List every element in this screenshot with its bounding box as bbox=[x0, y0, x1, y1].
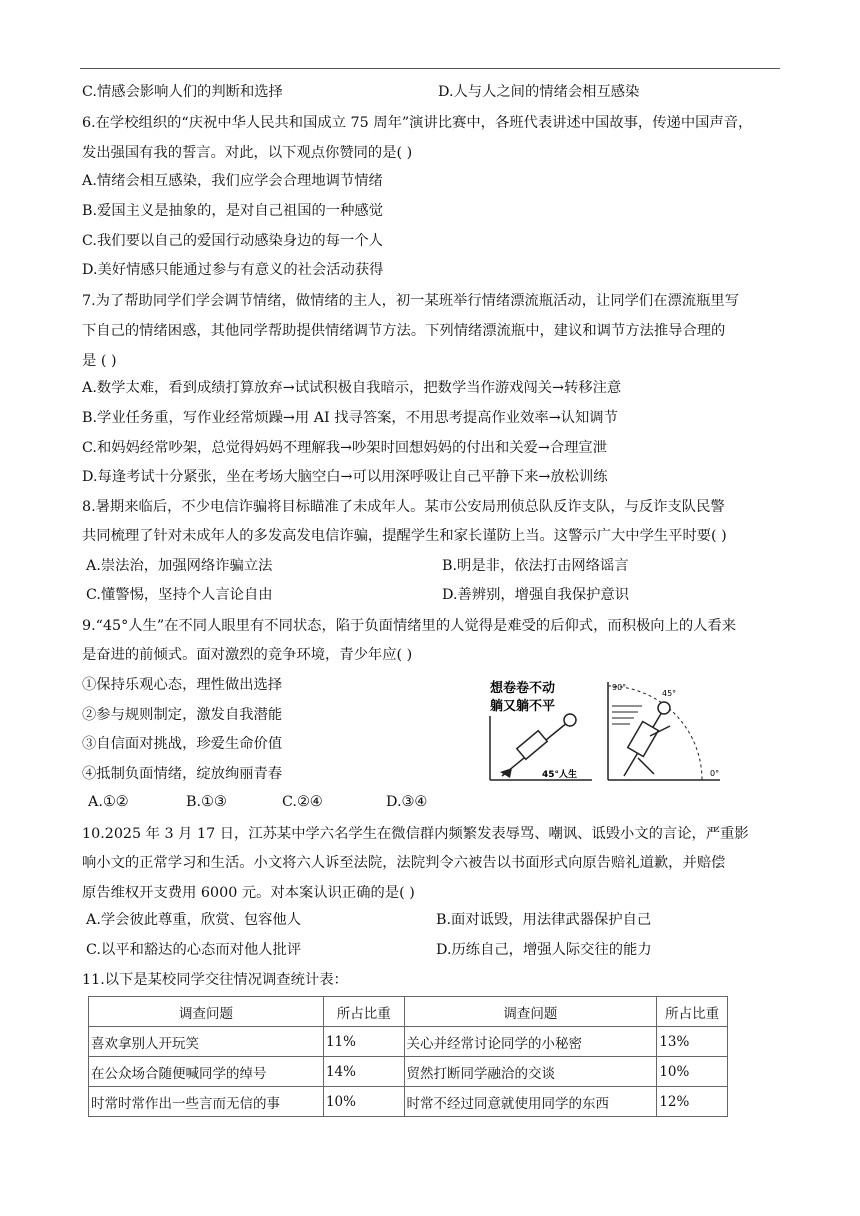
q9-option-d: D.③④ bbox=[386, 794, 428, 810]
q9-item-1: ①保持乐观心态，理性做出选择 bbox=[82, 677, 283, 693]
q7-option-d: D.每逢考试十分紧张，坐在考场大脑空白→可以用深呼吸让自己平静下来→放松训练 bbox=[82, 469, 608, 485]
table-cell: 11% bbox=[323, 1027, 404, 1057]
q10-stem-3: 原告维权开支费用 6000 元。对本案认识正确的是( ) bbox=[82, 885, 415, 901]
q9-item-3: ③自信面对挑战，珍爱生命价值 bbox=[82, 736, 283, 752]
table-row bbox=[89, 1057, 728, 1087]
table-cell: 时常时常作出一些言而无信的事 bbox=[89, 1087, 324, 1117]
table-cell: 13% bbox=[657, 1027, 728, 1057]
q7-stem-1: 7.为了帮助同学们学会调节情绪，做情绪的主人，初一某班举行情绪漂流瓶活动，让同学们在漂流瓶里写 bbox=[82, 293, 739, 309]
q8-option-c: C.懂警惕，坚持个人言论自由 bbox=[86, 587, 273, 603]
q9-stem-2: 是奋进的前倾式。面对激烈的竞争环境，青少年应( ) bbox=[82, 647, 413, 663]
q10-option-d: D.历练自己，增强人际交往的能力 bbox=[436, 942, 652, 958]
q8-stem-2: 共同梳理了针对未成年人的多发高发电信诈骗，提醒学生和家长谨防上当。这警示广大中学生平时要( ) bbox=[82, 528, 727, 544]
q9-item-4: ④抵制负面情绪，绽放绚丽青春 bbox=[82, 766, 283, 782]
table-header: 调查问题 bbox=[89, 997, 324, 1027]
angle-45-label: 45° bbox=[662, 689, 677, 698]
angle-90-label: 90° bbox=[612, 683, 627, 692]
table-header: 所占比重 bbox=[323, 997, 404, 1027]
angle-0-label: 0° bbox=[710, 769, 720, 778]
q8-option-a: A.崇法治，加强网络诈骗立法 bbox=[86, 558, 273, 574]
q6-stem-1: 6.在学校组织的“庆祝中华人民共和国成立 75 周年”演讲比赛中，各班代表讲述中国故事，传递中国声音， bbox=[82, 115, 753, 131]
table-cell: 喜欢拿别人开玩笑 bbox=[89, 1027, 324, 1057]
caption-line-2: 躺又躺不平 bbox=[490, 699, 556, 714]
table-cell: 10% bbox=[323, 1087, 404, 1117]
q8-stem-1: 8.暑期来临后，不少电信诈骗将目标瞄准了未成年人。某市公安局刑侦总队反诈支队，与反诈支队民警 bbox=[82, 499, 725, 515]
table-cell: 时常不经过同意就使用同学的东西 bbox=[404, 1087, 657, 1117]
caption-line-1: 想卷卷不动 bbox=[490, 681, 556, 696]
leaning-back-figure-icon bbox=[500, 714, 576, 778]
q7-option-a: A.数学太难，看到成绩打算放弃→试试积极自我暗示，把数学当作游戏闯关→转移注意 bbox=[82, 380, 622, 396]
speed-lines bbox=[612, 706, 642, 724]
q10-option-c: C.以平和豁达的心态而对他人批评 bbox=[86, 942, 302, 958]
q8-option-d: D.善辨别，增强自我保护意识 bbox=[442, 587, 630, 603]
q7-stem-2: 下自己的情绪困惑，其他同学帮助提供情绪调节方法。下列情绪漂流瓶中，建议和调节方法推导合理的 bbox=[82, 323, 726, 339]
leaning-forward-figure-icon bbox=[624, 702, 670, 776]
table-cell: 关心并经常讨论同学的小秘密 bbox=[404, 1027, 657, 1057]
table-cell: 在公众场合随便喊同学的绰号 bbox=[89, 1057, 324, 1087]
q9-option-b: B.①③ bbox=[186, 794, 227, 810]
q5-option-c: C.情感会影响人们的判断和选择 bbox=[82, 84, 283, 100]
table-cell: 10% bbox=[657, 1057, 728, 1087]
q9-item-2: ②参与规则制定，激发自我潜能 bbox=[82, 707, 283, 723]
q6-option-b: B.爱国主义是抽象的，是对自己祖国的一种感觉 bbox=[82, 203, 383, 219]
q10-stem-2: 响小文的正常学习和生活。小文将六人诉至法院，法院判令六被告以书面形式向原告赔礼道歉，并赔偿 bbox=[82, 855, 726, 871]
q11-stem: 11.以下是某校同学交往情况调查统计表： bbox=[82, 972, 348, 988]
table-cell: 14% bbox=[323, 1057, 404, 1087]
angle-label-left: 45°人生 bbox=[542, 770, 578, 780]
q9-stem-1: 9.“45°人生”在不同人眼里有不同状态，陷于负面情绪里的人觉得是难受的后仰式，而积极向上的人看来 bbox=[82, 618, 737, 634]
45-degree-life-illustration bbox=[484, 676, 730, 786]
table-cell: 12% bbox=[657, 1087, 728, 1117]
header-rule bbox=[80, 68, 780, 69]
q9-option-a: A.①② bbox=[88, 794, 129, 810]
q8-option-b: B.明是非，依法打击网络谣言 bbox=[442, 558, 629, 574]
survey-table bbox=[88, 996, 728, 1117]
q10-option-b: B.面对诋毁，用法律武器保护自己 bbox=[436, 912, 652, 928]
table-header: 所占比重 bbox=[657, 997, 728, 1027]
q10-stem-1: 10.2025 年 3 月 17 日，江苏某中学六名学生在微信群内频繁发表辱骂、嘲讽、诋毁小文的言论，严重影 bbox=[82, 826, 749, 842]
q7-option-b: B.学业任务重，写作业经常烦躁→用 AI 找寻答案，不用思考提高作业效率→认知调节 bbox=[82, 410, 618, 426]
table-header: 调查问题 bbox=[404, 997, 657, 1027]
table-cell: 贸然打断同学融洽的交谈 bbox=[404, 1057, 657, 1087]
table-row bbox=[89, 1027, 728, 1057]
q10-option-a: A.学会彼此尊重，欣赏、包容他人 bbox=[86, 912, 302, 928]
q5-option-d: D.人与人之间的情绪会相互感染 bbox=[438, 84, 640, 100]
q6-option-c: C.我们要以自己的爱国行动感染身边的每一个人 bbox=[82, 233, 383, 249]
table-row bbox=[89, 1087, 728, 1117]
q7-stem-3: 是 ( ) bbox=[82, 353, 117, 369]
q6-option-a: A.情绪会相互感染，我们应学会合理地调节情绪 bbox=[82, 173, 383, 189]
q9-option-c: C.②④ bbox=[282, 794, 323, 810]
q7-option-c: C.和妈妈经常吵架，总觉得妈妈不理解我→吵架时回想妈妈的付出和关爱→合理宣泄 bbox=[82, 440, 608, 456]
table-header-row bbox=[89, 997, 728, 1027]
q6-option-d: D.美好情感只能通过参与有意义的社会活动获得 bbox=[82, 262, 384, 278]
q6-stem-2: 发出强国有我的誓言。对此，以下观点你赞同的是( ) bbox=[82, 145, 413, 161]
